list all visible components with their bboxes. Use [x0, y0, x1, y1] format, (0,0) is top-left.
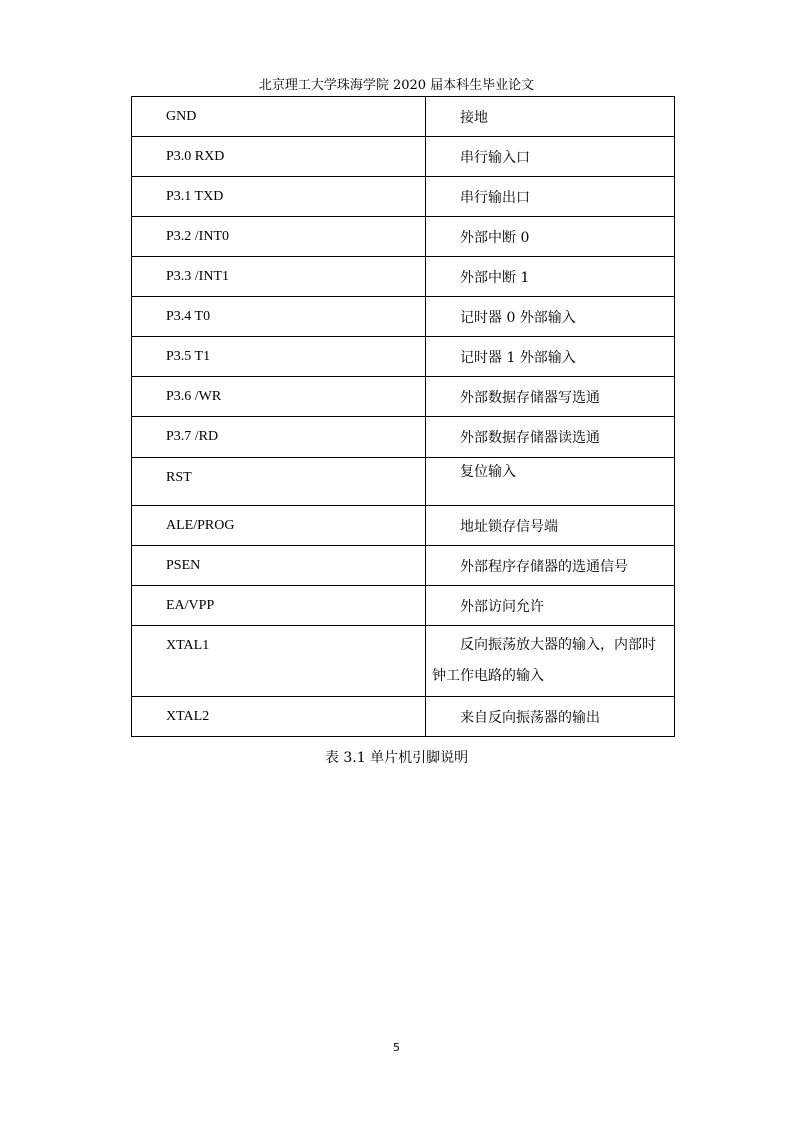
table-row [132, 697, 675, 737]
page-number: 5 [393, 1041, 400, 1054]
table-caption: 表 3.1 单片机引脚说明 [324, 750, 469, 766]
table-row [132, 177, 675, 217]
table-row [132, 337, 675, 377]
table-row [132, 417, 675, 458]
table-row [132, 586, 675, 626]
pin-description-cell: 外部数据存储器读选通 [426, 417, 675, 458]
pin-description-cell: 接地 [426, 97, 675, 137]
table-row [132, 297, 675, 337]
pin-description-cell: 外部中断 1 [426, 257, 675, 297]
table-row [132, 137, 675, 177]
table-row [132, 458, 675, 506]
pin-name-cell: GND [132, 97, 426, 137]
pin-name-cell: P3.6 /WR [132, 377, 426, 417]
table-row [132, 626, 675, 697]
pin-description-cell: 外部程序存储器的选通信号 [426, 546, 675, 586]
pin-name-cell: P3.7 /RD [132, 417, 426, 458]
pin-description-cell: 外部访问允许 [426, 586, 675, 626]
pin-name-cell: P3.3 /INT1 [132, 257, 426, 297]
pin-name-cell: ALE/PROG [132, 506, 426, 546]
pin-description-cell: 记时器 0 外部输入 [426, 297, 675, 337]
pin-description-cell [426, 626, 675, 697]
pin-name-cell: XTAL1 [132, 626, 426, 697]
pin-name-cell: P3.5 T1 [132, 337, 426, 377]
pin-description-cell: 地址锁存信号端 [426, 506, 675, 546]
table-row [132, 546, 675, 586]
pin-name-cell: P3.1 TXD [132, 177, 426, 217]
pin-description-cell: 记时器 1 外部输入 [426, 337, 675, 377]
pin-description-cell: 串行输出口 [426, 177, 675, 217]
table-row [132, 257, 675, 297]
pin-description-cell: 来自反向振荡器的输出 [426, 697, 675, 737]
pin-description-text: 反向振荡放大器的输入，内部时钟工作电路的输入 [432, 637, 656, 684]
table-row [132, 506, 675, 546]
pin-description-text: 复位输入 [460, 464, 516, 480]
pin-name-cell: PSEN [132, 546, 426, 586]
table-row [132, 217, 675, 257]
page-header: 北京理工大学珠海学院 2020 届本科生毕业论文 [258, 78, 535, 93]
pin-name-cell: XTAL2 [132, 697, 426, 737]
table-row [132, 97, 675, 137]
pin-description-cell: 串行输入口 [426, 137, 675, 177]
pin-description-cell: 外部数据存储器写选通 [426, 377, 675, 417]
pin-description-table [131, 96, 675, 737]
pin-description-cell [426, 458, 675, 506]
pin-name-cell: RST [132, 458, 426, 506]
pin-name-cell: P3.2 /INT0 [132, 217, 426, 257]
pin-name-cell: P3.4 T0 [132, 297, 426, 337]
pin-name-cell: EA/VPP [132, 586, 426, 626]
pin-name-cell: P3.0 RXD [132, 137, 426, 177]
table-row [132, 377, 675, 417]
pin-description-cell: 外部中断 0 [426, 217, 675, 257]
